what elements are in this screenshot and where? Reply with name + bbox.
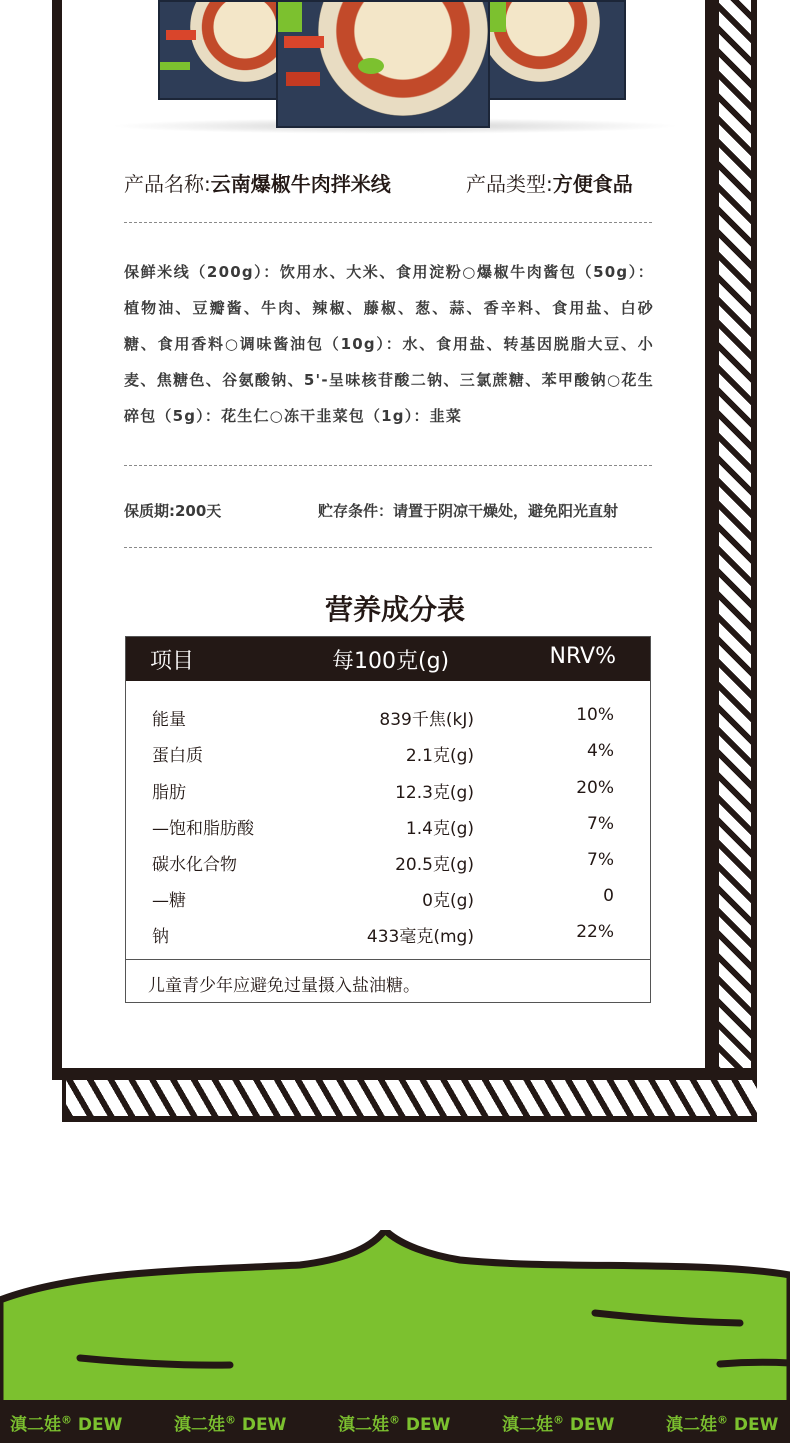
nutrient-amount: 433毫克(mg) xyxy=(366,927,474,947)
nutrient-nrv: 22% xyxy=(576,922,614,942)
nutrient-name: 蛋白质 xyxy=(152,746,203,766)
nutrient-nrv: 7% xyxy=(587,850,614,870)
green-hill-decoration xyxy=(0,1230,790,1405)
nutrient-name: 碳水化合物 xyxy=(152,855,237,875)
product-name-label: 产品名称: xyxy=(124,172,211,196)
nutrition-title: 营养成分表 xyxy=(324,593,465,626)
nutrient-nrv: 7% xyxy=(587,814,614,834)
product-name-value: 云南爆椒牛肉拌米线 xyxy=(210,172,391,196)
table-footer-divider xyxy=(126,959,650,960)
nutrient-nrv: 0 xyxy=(603,886,614,906)
nutrient-name: 能量 xyxy=(152,710,186,730)
nutrient-amount: 20.5克(g) xyxy=(395,855,474,875)
header-nrv: NRV% xyxy=(549,644,616,669)
nutrient-amount: 839千焦(kJ) xyxy=(379,710,474,730)
table-row xyxy=(126,850,650,880)
divider xyxy=(124,465,652,466)
header-item: 项目 xyxy=(150,649,195,674)
table-row xyxy=(126,741,650,771)
nutrition-table-header xyxy=(126,637,650,681)
nutrient-amount: 0克(g) xyxy=(422,891,474,911)
storage-conditions: 贮存条件：请置于阴凉干燥处，避免阳光直射 xyxy=(318,502,619,520)
product-type xyxy=(466,168,633,197)
nutrition-table xyxy=(125,636,651,1003)
nutrient-nrv: 20% xyxy=(576,778,614,798)
table-row xyxy=(126,778,650,808)
table-row xyxy=(126,814,650,844)
brand-footer-strip xyxy=(0,1400,790,1443)
nutrient-amount: 12.3克(g) xyxy=(395,783,474,803)
table-row xyxy=(126,886,650,916)
product-name xyxy=(124,168,391,197)
table-row xyxy=(126,922,650,952)
header-per100g: 每100克(g) xyxy=(332,649,450,674)
nutrient-name: —饱和脂肪酸 xyxy=(152,819,254,839)
brand-logo-text: 滇二娃® DEW xyxy=(10,1413,123,1435)
ingredients-text: 保鲜米线（200g）：饮用水、大米、食用淀粉○爆椒牛肉酱包（50g）：植物油、豆瓣酱、牛肉、辣椒、藤椒、葱、蒜、香辛料、食用盐、白砂糖、食用香料○调味酱油包（10g）：水、食用盐、转基因脱脂大豆、小麦、焦糖色、谷氨酸钠、5'-呈味核苷酸二钠、三氯蔗糖、苯甲酸钠○花生碎包（5g）：花生仁○冻干韭菜包（1g）：韭菜 xyxy=(124,263,654,425)
nutrient-amount: 1.4克(g) xyxy=(405,819,474,839)
nutrition-note: 儿童青少年应避免过量摄入盐油糖。 xyxy=(148,976,420,996)
frame-right-stripes xyxy=(715,0,757,1120)
nutrient-name: 脂肪 xyxy=(152,783,186,803)
divider xyxy=(124,547,652,548)
nutrient-amount: 2.1克(g) xyxy=(405,746,474,766)
product-packages-image xyxy=(0,0,790,140)
frame-right-border xyxy=(705,0,715,1078)
shelf-life: 保质期:200天 xyxy=(124,502,222,520)
nutrient-name: 钠 xyxy=(152,927,169,947)
brand-logo-text: 滇二娃® DEW xyxy=(502,1413,615,1435)
package-center xyxy=(276,0,490,128)
nutrient-name: —糖 xyxy=(152,891,186,911)
divider xyxy=(124,222,652,223)
package-right xyxy=(488,0,626,100)
product-type-label: 产品类型: xyxy=(466,172,553,196)
frame-bottom-border xyxy=(52,1068,757,1080)
table-row xyxy=(126,705,650,735)
brand-logo-text: 滇二娃® DEW xyxy=(666,1413,779,1435)
product-type-value: 方便食品 xyxy=(552,172,633,196)
nutrient-nrv: 10% xyxy=(576,705,614,725)
package-left xyxy=(158,0,292,100)
brand-logo-text: 滇二娃® DEW xyxy=(338,1413,451,1435)
nutrient-nrv: 4% xyxy=(587,741,614,761)
frame-left-border xyxy=(52,0,62,1078)
frame-bottom-stripes xyxy=(62,1078,757,1122)
brand-logo-text: 滇二娃® DEW xyxy=(174,1413,287,1435)
